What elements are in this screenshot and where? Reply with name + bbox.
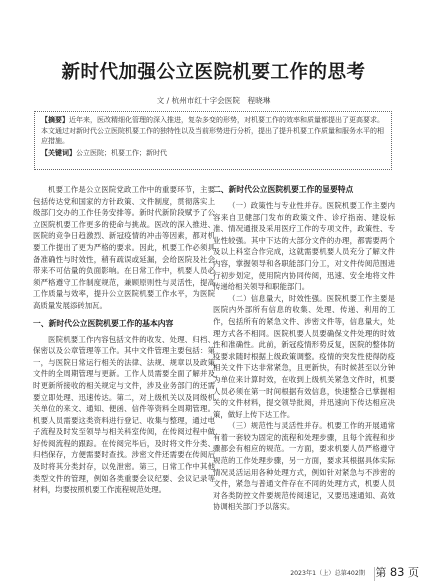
page-number bbox=[375, 564, 419, 580]
subsection-1-heading: （一）政策性与专业性并存。 bbox=[228, 201, 327, 210]
subsection-3 bbox=[213, 420, 395, 513]
page-suffix: 页 bbox=[408, 566, 419, 579]
subsection-3-heading: （三）规范性与灵活性并存。 bbox=[228, 421, 327, 431]
intro-paragraph: 机要工作是公立医院党政工作中的重要环节，主要包括传达党和国家的方针政策、文件制度，贯彻落实上级部门交办的工作任务安排等。新时代新阶段赋予了公立医院机要工作更多的使命与挑战。医改的深入推进、医院的竞争日趋激烈、新冠疫情的冲击等因素，都对机要工作提出了更为严格的要求。因此，机要工作必须具备准确性与时效性，稍有疏误或延漏，会给医院及社会带来不可估量的负面影响。在日常工作中，机要人员必须严格遵守工作制度规范，兼顾原则性与灵活性，提高工作质量与效率，提升公立医院机要工作水平，为医院高质量发展添砖加瓦。 bbox=[33, 185, 215, 310]
subsection-3-text: 机要工作的开展通常有着一套较为固定的流程和处理步骤，且每个流程和步骤都会有相应的规范。一方面，要求机要人员严格遵守规范的工作处理步骤，另一方面，要求其根据具体实际情况灵活运用各种处理方式，例如针对紧急与不涉密的文件，紧急与普通文件存在不同的处理方式，机要人员对各类防控文件要规范传阅速记，又要迅速通知、高效协调相关部门予以落实。 bbox=[213, 421, 395, 512]
keywords bbox=[41, 148, 385, 159]
left-column bbox=[33, 184, 215, 496]
page-footer bbox=[0, 561, 427, 585]
section-heading-1: 一、新时代公立医院机要工作的基本内容 bbox=[33, 318, 174, 328]
keywords-label: 【关键词】 bbox=[41, 148, 76, 157]
keywords-text: 公立医院；机要工作；新时代 bbox=[76, 148, 167, 157]
subsection-2 bbox=[213, 293, 395, 421]
abstract-box bbox=[34, 111, 392, 170]
section-heading-2: 二、新时代公立医院机要工作的显要特点 bbox=[213, 185, 354, 194]
subsection-2-heading: （二）信息量大，时效性强。 bbox=[228, 293, 327, 303]
page-label: 第 bbox=[375, 566, 387, 579]
article-title: 新时代加强公立医院机要工作的思考 bbox=[61, 62, 366, 83]
issue-info: 2023年1（上）总第402期 bbox=[290, 570, 365, 577]
section-1-paragraph: 医院机要工作内容包括文件的收发、处理、归档、保密以及公章管理等工作。其中文件管理主要包括：第一，与医院日常运行相关的法律、法规、规章以及政策文件的全周期管理与更新。工作人员需要全面了解并及时更新所接收的相关规定与文件，涉及业务部门的还需要立即处理、迅速传达。第二，对上级机关以及同级机关单位的来文、通知、便函、信件等资料全周期管理。机要人员需要这类资料进行登记、收集与整理，通过电子流程及时发至领导与相关科室传阅，在传阅过程中做好传阅流程的跟踪。在传阅完毕后，及时将文件分类、归档保存，方便需要时查找。涉密文件还需要在传阅后及时将其分类封存，以免泄密。第三，日常工作中其他类型文件的管理，例如各类重要会议纪要、会议记录等材料，均要按照机要工作流程规范处理。 bbox=[33, 334, 215, 495]
abstract-text: 近年来，医改精细化管理的深入推进，复杂多变的形势，对机要工作的效率和质量都提出了更高要求。本文通过对新时代公立医院机要工作的独特性以及当前形势进行分析，提出了提升机要工作质量和服务水平的相应措施。 bbox=[41, 116, 384, 145]
subsection-1-text: 医院机要工作主要内容来自卫健部门发布的政策文件、诊疗指南、建设标准、情况通报及采用医疗工作的专项文件，政策性、专业性较强。其中下达的大部分文件的办理，都需要两个及以上科室合作完成，这就需要机要人员充分了解文件内容，掌握领导和各职能部门分工，对文件传阅范围进行初步划定，使用院内协同传阅，迅速、安全地将文件传递给相关领导和职能部门。 bbox=[213, 201, 395, 292]
abstract bbox=[41, 115, 385, 147]
abstract-label: 【摘要】 bbox=[41, 116, 69, 124]
author-byline: 文 / 杭州市红十字会医院 程晓琳 bbox=[156, 96, 271, 105]
right-column bbox=[213, 184, 395, 513]
subsection-1 bbox=[213, 200, 395, 293]
subsection-2-text: 医院机要工作主要是医院内外部所有信息的收集、处理、传递、利用的工作，包括所有的紧急文件、涉密文件等，信息量大，处理方式各不相同。医院机要人员要确保文件处理的时效性和准确性。此前，新冠疫情形势反复，医院的整体防疫要求随时根据上级政策调整。疫情的突发性使得防疫相关文件下达非常紧急，且更新快，有时候甚至以分钟为单位来计算时效，在收到上级机关紧急文件时，机要人员必须在第一时间根据有效信息，快速整合已掌握相关的文件材料，提交领导批阅，并迅速向下传达相应决策，做好上传下达工作。 bbox=[213, 293, 395, 419]
page-number-value: 83 bbox=[389, 565, 405, 579]
